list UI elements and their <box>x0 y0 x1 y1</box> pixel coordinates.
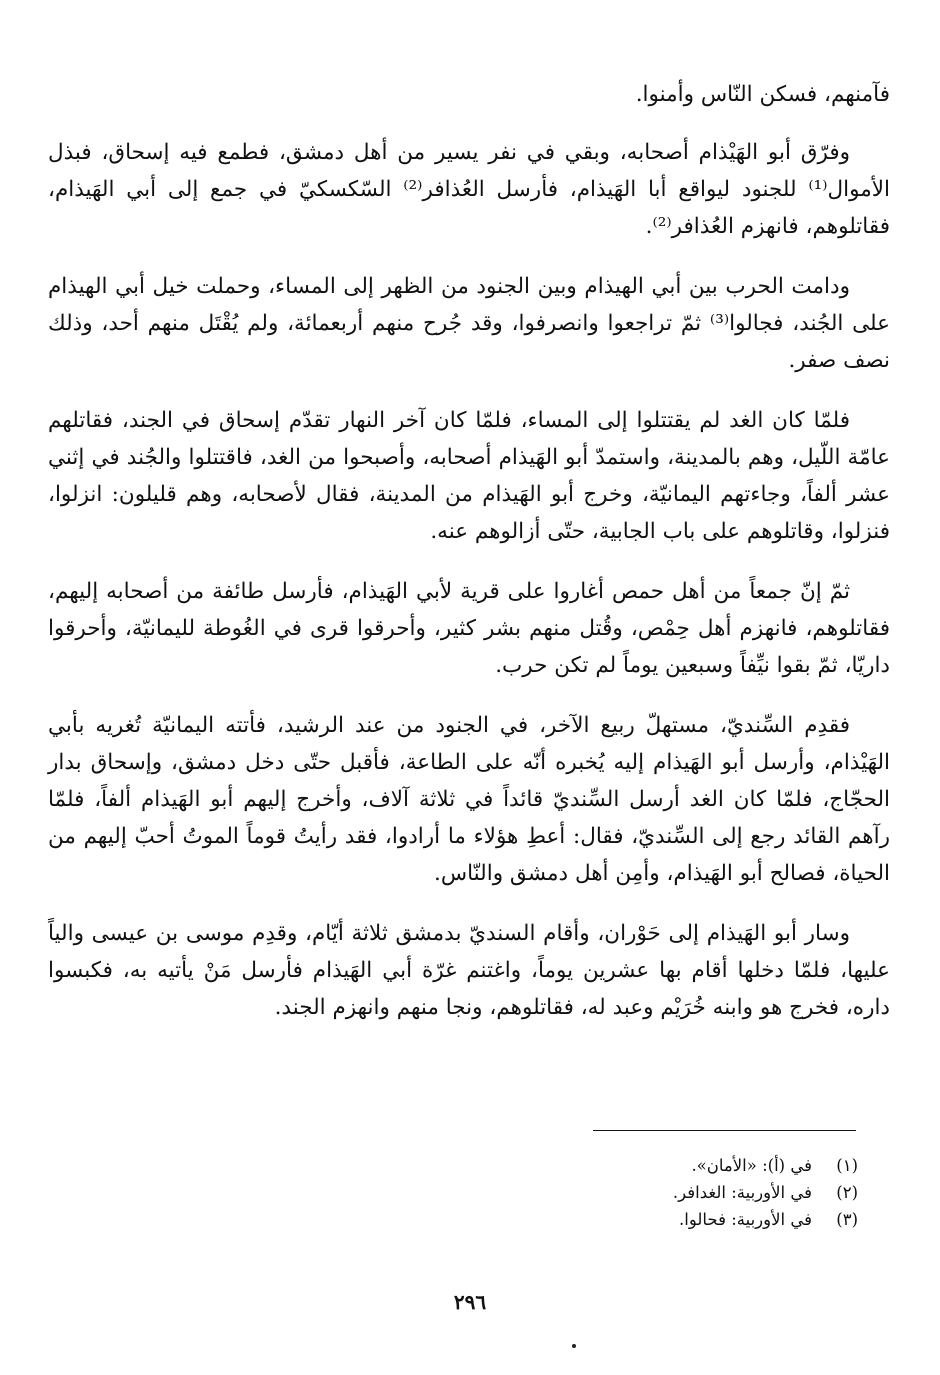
scan-speck <box>572 1344 576 1348</box>
footnote-number: (٢) <box>836 1183 858 1202</box>
paragraph-5: ثمّ إنّ جمعاً من أهل حمص أغاروا على قرية لأبي الهَيذام، فأرسل طائفة من أصحابه إليهم، فقاتلوهم، فانهزم أهل حِمْص، وقُتل منهم بشر كثير، وأحرقوا قرى في الغُوطة لليمانيّة، وأحرقوا داريّا، ثمّ بقوا نيِّفاً وسبعين يوماً لم تكن حرب. <box>48 579 890 678</box>
page-number: ٢٩٦ <box>453 1290 487 1314</box>
footnote-number: (١) <box>836 1156 858 1175</box>
footnote-divider <box>593 1130 856 1131</box>
paragraph-6: فقدِم السِّنديّ، مستهلّ ربيع الآخر، في الجنود من عند الرشيد، فأتته اليمانيّة تُغريه بأبي الهَيْذام، وأرسل أبو الهَيذام إليه يُخبره أنّه على الطاعة، فأقبل حتّى دخل دمشق، وإسحاق بدار الحجّاج، فلمّا كان الغد أرسل السِّنديّ قائداً في ثلاثة آلاف، وأخرج إليهم أبو الهَيذام ألفاً، فلمّا رآهم القائد رجع إلى السِّنديّ، فقال: أعطِ هؤلاء ما أرادوا، فقد رأيتُ قوماً الموتُ أحبّ إليهم من الحياة، فصالح أبو الهَيذام، وأمِن أهل دمشق والنّاس. <box>48 713 890 886</box>
footnote-3 <box>673 1206 858 1233</box>
footnote-2 <box>673 1179 858 1206</box>
main-text <box>48 76 890 1049</box>
footnote-text: في الأوربية: الغدافر. <box>672 1183 812 1202</box>
footnotes <box>673 1152 858 1233</box>
footnote-number: (٣) <box>836 1210 858 1229</box>
footnote-1 <box>673 1152 858 1179</box>
paragraph-7: وسار أبو الهَيذام إلى حَوْران، وأقام السنديّ بدمشق ثلاثة أيّام، وقدِم موسى بن عيسى والياً عليها، فلمّا دخلها أقام بها عشرين يوماً، واغتنم غرّة أبي الهَيذام فأرسل مَنْ يأتيه به، فكبسوا داره، فخرج هو وابنه خُرَيْم وعبد له، فقاتلوهم، ونجا منهم وانهزم الجند. <box>48 921 890 1020</box>
footnote-text: في الأوربية: فحالوا. <box>679 1210 812 1229</box>
paragraph-4: فلمّا كان الغد لم يقتتلوا إلى المساء، فلمّا كان آخر النهار تقدّم إسحاق في الجند، فقاتلهم عامّة اللّيل، وهم بالمدينة، واستمدّ أبو الهَيذام أصحابه، وأصبحوا من الغد، فاقتتلوا والجُند في إثني عشر ألفاً، وجاءتهم اليمانيّة، وخرج أبو الهَيذام من المدينة، فقال لأصحابه، وهم قليلون: انزلوا، فنزلوا، وقاتلوهم على باب الجابية، حتّى أزالوهم عنه. <box>48 408 890 544</box>
paragraph-1: فآمنهم، فسكن النّاس وأمنوا. <box>635 82 890 107</box>
paragraph-2: وفرّق أبو الهَيْذام أصحابه، وبقي في نفر يسير من أهل دمشق، فطمع فيه إسحاق، فبذل الأموال⁽¹⁾ للجنود ليواقع أبا الهَيذام، فأرسل العُذافر⁽²⁾ السّكسكيّ في جمع إلى أبي الهَيذام، فقاتلوهم، فانهزم العُذافر⁽²⁾. <box>48 140 890 239</box>
paragraph-3: ودامت الحرب بين أبي الهيذام وبين الجنود من الظهر إلى المساء، وحملت خيل أبي الهيذام على الجُند، فجالوا⁽³⁾ ثمّ تراجعوا وانصرفوا، وقد جُرح منهم أربعمائة، ولم يُقْتَل منهم أحد، وذلك نصف صفر. <box>48 274 890 373</box>
footnote-text: في (أ): «الأمان». <box>691 1156 812 1175</box>
